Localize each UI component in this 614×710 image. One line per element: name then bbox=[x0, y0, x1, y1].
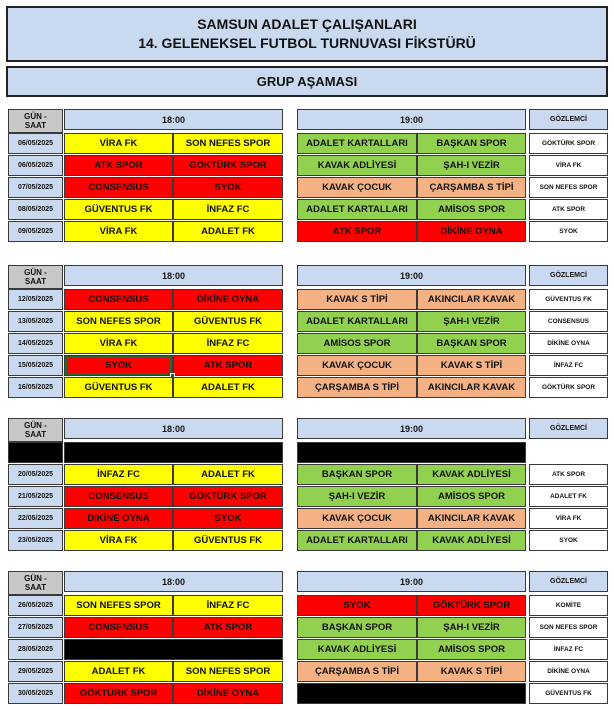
day-time-header bbox=[8, 109, 63, 133]
observer-cell[interactable]: SYOK bbox=[529, 530, 608, 551]
team-away-1900[interactable]: DİKİNE OYNA bbox=[417, 221, 526, 242]
team-home-1900[interactable]: KAVAK ADLİYESİ bbox=[297, 639, 417, 660]
match-date: 13/05/2025 bbox=[8, 311, 63, 332]
team-away-1900[interactable]: AKINCILAR KAVAK bbox=[417, 289, 526, 310]
team-away-1800[interactable]: İNFAZ FC bbox=[173, 595, 283, 616]
title-line-1: SAMSUN ADALET ÇALIŞANLARI bbox=[197, 16, 417, 32]
match-date: 27/05/2025 bbox=[8, 617, 63, 638]
team-away-1800[interactable]: GÖKTÜRK SPOR bbox=[173, 155, 283, 176]
team-home-1900[interactable]: BAŞKAN SPOR bbox=[297, 464, 417, 485]
team-away-1800[interactable]: SYOK bbox=[173, 177, 283, 198]
observer-cell[interactable]: ADALET FK bbox=[529, 486, 608, 507]
slot-1900-header: 19:00 bbox=[297, 109, 526, 130]
day-header-line2: SAAT bbox=[24, 583, 47, 592]
observer-cell[interactable]: SON NEFES SPOR bbox=[529, 617, 608, 638]
team-away-1800[interactable]: DİKİNE OYNA bbox=[173, 683, 283, 704]
day-header-line1: GÜN - bbox=[24, 268, 47, 277]
match-date: 30/05/2025 bbox=[8, 683, 63, 704]
observer-cell[interactable]: CONSENSUS bbox=[529, 311, 608, 332]
team-away-1800[interactable]: GÖKTÜRK SPOR bbox=[173, 486, 283, 507]
match-date: 28/05/2025 bbox=[8, 639, 63, 660]
observer-header: GÖZLEMCİ bbox=[529, 418, 608, 439]
day-header-line1: GÜN - bbox=[24, 112, 47, 121]
team-away-1800[interactable]: SON NEFES SPOR bbox=[173, 661, 283, 682]
team-home-1900[interactable]: KAVAK ÇOCUK bbox=[297, 508, 417, 529]
match-date: 08/05/2025 bbox=[8, 199, 63, 220]
team-home-1800[interactable]: VİRA FK bbox=[64, 333, 173, 354]
team-away-1800[interactable]: İNFAZ FC bbox=[173, 199, 283, 220]
observer-header: GÖZLEMCİ bbox=[529, 571, 608, 592]
observer-cell[interactable]: KOMİTE bbox=[529, 595, 608, 616]
team-away-1900[interactable]: GÖKTÜRK SPOR bbox=[417, 595, 526, 616]
day-time-header bbox=[8, 571, 63, 595]
observer-cell[interactable]: GÖKTÜRK SPOR bbox=[529, 377, 608, 398]
stage-title: GRUP AŞAMASI bbox=[6, 66, 608, 97]
team-away-1900[interactable]: AMİSOS SPOR bbox=[417, 199, 526, 220]
team-home-1900[interactable]: ADALET KARTALLARI bbox=[297, 311, 417, 332]
team-home-1800[interactable]: ADALET FK bbox=[64, 661, 173, 682]
match-date: 15/05/2025 bbox=[8, 355, 63, 376]
blank-slot-1800 bbox=[64, 442, 283, 463]
match-date: 09/05/2025 bbox=[8, 221, 63, 242]
team-home-1900[interactable]: ADALET KARTALLARI bbox=[297, 530, 417, 551]
team-away-1900[interactable]: AMİSOS SPOR bbox=[417, 639, 526, 660]
team-home-1900[interactable]: BAŞKAN SPOR bbox=[297, 617, 417, 638]
slot-1800-header: 18:00 bbox=[64, 109, 283, 130]
observer-cell[interactable]: GÜVENTUS FK bbox=[529, 683, 608, 704]
team-away-1800[interactable]: İNFAZ FC bbox=[173, 333, 283, 354]
team-home-1900[interactable]: AMİSOS SPOR bbox=[297, 333, 417, 354]
team-home-1900[interactable]: ATK SPOR bbox=[297, 221, 417, 242]
observer-header: GÖZLEMCİ bbox=[529, 265, 608, 286]
team-away-1900[interactable]: AMİSOS SPOR bbox=[417, 486, 526, 507]
team-away-1800[interactable]: ADALET FK bbox=[173, 464, 283, 485]
match-date: 23/05/2025 bbox=[8, 530, 63, 551]
team-home-1900[interactable]: KAVAK S TİPİ bbox=[297, 289, 417, 310]
slot-1800-header: 18:00 bbox=[64, 571, 283, 592]
team-home-1800[interactable]: VİRA FK bbox=[64, 221, 173, 242]
blank-day-cell bbox=[8, 442, 63, 463]
observer-cell[interactable]: ATK SPOR bbox=[529, 464, 608, 485]
team-home-1900[interactable]: KAVAK ADLİYESİ bbox=[297, 155, 417, 176]
observer-cell[interactable]: DİKİNE OYNA bbox=[529, 661, 608, 682]
observer-cell[interactable]: DİKİNE OYNA bbox=[529, 333, 608, 354]
match-date: 07/05/2025 bbox=[8, 177, 63, 198]
observer-cell[interactable]: SYOK bbox=[529, 221, 608, 242]
team-away-1900[interactable]: AKINCILAR KAVAK bbox=[417, 508, 526, 529]
match-date: 06/05/2025 bbox=[8, 133, 63, 154]
day-header-line1: GÜN - bbox=[24, 421, 47, 430]
observer-cell[interactable]: ATK SPOR bbox=[529, 199, 608, 220]
match-date: 21/05/2025 bbox=[8, 486, 63, 507]
observer-header: GÖZLEMCİ bbox=[529, 109, 608, 130]
team-home-1800[interactable]: CONSENSUS bbox=[64, 289, 173, 310]
team-away-1800[interactable]: ADALET FK bbox=[173, 221, 283, 242]
team-away-1900[interactable]: ŞAH-I VEZİR bbox=[417, 617, 526, 638]
match-date: 06/05/2025 bbox=[8, 155, 63, 176]
team-away-1900[interactable]: BAŞKAN SPOR bbox=[417, 333, 526, 354]
team-home-1900[interactable]: ADALET KARTALLARI bbox=[297, 199, 417, 220]
match-date: 16/05/2025 bbox=[8, 377, 63, 398]
match-date: 14/05/2025 bbox=[8, 333, 63, 354]
tournament-title bbox=[6, 6, 608, 62]
day-header-line2: SAAT bbox=[24, 430, 47, 439]
day-time-header bbox=[8, 418, 63, 442]
match-date: 22/05/2025 bbox=[8, 508, 63, 529]
match-date: 20/05/2025 bbox=[8, 464, 63, 485]
slot-1900-header: 19:00 bbox=[297, 265, 526, 286]
team-away-1900[interactable]: ÇARŞAMBA S TİPİ bbox=[417, 177, 526, 198]
team-home-1800[interactable]: GÖKTÜRK SPOR bbox=[64, 683, 173, 704]
team-away-1900[interactable]: KAVAK ADLİYESİ bbox=[417, 530, 526, 551]
team-away-1900[interactable]: ŞAH-I VEZİR bbox=[417, 155, 526, 176]
day-header-line2: SAAT bbox=[24, 121, 47, 130]
team-home-1800[interactable]: GÜVENTUS FK bbox=[64, 199, 173, 220]
team-away-1800[interactable]: GÜVENTUS FK bbox=[173, 530, 283, 551]
day-header-line1: GÜN - bbox=[24, 574, 47, 583]
team-home-1800[interactable]: İNFAZ FC bbox=[64, 464, 173, 485]
team-home-1900[interactable]: ŞAH-I VEZİR bbox=[297, 486, 417, 507]
team-away-1900[interactable]: BAŞKAN SPOR bbox=[417, 133, 526, 154]
team-home-1800[interactable]: VİRA FK bbox=[64, 530, 173, 551]
blank-slot-1900 bbox=[297, 683, 526, 704]
observer-cell[interactable]: VİRA FK bbox=[529, 155, 608, 176]
observer-cell[interactable]: İNFAZ FC bbox=[529, 355, 608, 376]
team-away-1900[interactable]: AKINCILAR KAVAK bbox=[417, 377, 526, 398]
team-away-1800[interactable]: ATK SPOR bbox=[173, 617, 283, 638]
slot-1800-header: 18:00 bbox=[64, 418, 283, 439]
team-home-1800[interactable]: VİRA FK bbox=[64, 133, 173, 154]
team-home-1800[interactable]: SON NEFES SPOR bbox=[64, 311, 173, 332]
match-date: 12/05/2025 bbox=[8, 289, 63, 310]
day-header-line2: SAAT bbox=[24, 277, 47, 286]
slot-1900-header: 19:00 bbox=[297, 571, 526, 592]
team-home-1900[interactable]: SYOK bbox=[297, 595, 417, 616]
match-date: 26/05/2025 bbox=[8, 595, 63, 616]
blank-slot-1800 bbox=[64, 639, 283, 660]
slot-1900-header: 19:00 bbox=[297, 418, 526, 439]
team-away-1800[interactable]: SYOK bbox=[173, 508, 283, 529]
team-away-1900[interactable]: ŞAH-I VEZİR bbox=[417, 311, 526, 332]
team-away-1800[interactable]: ADALET FK bbox=[173, 377, 283, 398]
team-home-1800[interactable]: SYOK bbox=[64, 355, 173, 376]
team-away-1900[interactable]: KAVAK S TİPİ bbox=[417, 355, 526, 376]
team-home-1900[interactable]: ÇARŞAMBA S TİPİ bbox=[297, 661, 417, 682]
team-home-1900[interactable]: KAVAK ÇOCUK bbox=[297, 355, 417, 376]
title-line-2: 14. GELENEKSEL FUTBOL TURNUVASI FİKSTÜRÜ bbox=[138, 35, 476, 51]
team-home-1800[interactable]: SON NEFES SPOR bbox=[64, 595, 173, 616]
match-date: 29/05/2025 bbox=[8, 661, 63, 682]
team-away-1900[interactable]: KAVAK S TİPİ bbox=[417, 661, 526, 682]
team-away-1800[interactable]: GÜVENTUS FK bbox=[173, 311, 283, 332]
team-home-1800[interactable]: CONSENSUS bbox=[64, 177, 173, 198]
observer-cell[interactable]: GÜVENTUS FK bbox=[529, 289, 608, 310]
observer-cell[interactable]: GÖKTÜRK SPOR bbox=[529, 133, 608, 154]
observer-cell[interactable]: VİRA FK bbox=[529, 508, 608, 529]
observer-cell[interactable]: İNFAZ FC bbox=[529, 639, 608, 660]
team-home-1800[interactable]: GÜVENTUS FK bbox=[64, 377, 173, 398]
team-home-1900[interactable]: ÇARŞAMBA S TİPİ bbox=[297, 377, 417, 398]
team-away-1800[interactable]: ATK SPOR bbox=[173, 355, 283, 376]
team-home-1900[interactable]: ADALET KARTALLARI bbox=[297, 133, 417, 154]
team-away-1800[interactable]: DİKİNE OYNA bbox=[173, 289, 283, 310]
team-away-1900[interactable]: KAVAK ADLİYESİ bbox=[417, 464, 526, 485]
team-home-1900[interactable]: KAVAK ÇOCUK bbox=[297, 177, 417, 198]
observer-cell[interactable]: SON NEFES SPOR bbox=[529, 177, 608, 198]
team-home-1800[interactable]: ATK SPOR bbox=[64, 155, 173, 176]
team-away-1800[interactable]: SON NEFES SPOR bbox=[173, 133, 283, 154]
team-home-1800[interactable]: CONSENSUS bbox=[64, 617, 173, 638]
team-home-1800[interactable]: DİKİNE OYNA bbox=[64, 508, 173, 529]
day-time-header bbox=[8, 265, 63, 289]
blank-slot-1900 bbox=[297, 442, 526, 463]
slot-1800-header: 18:00 bbox=[64, 265, 283, 286]
team-home-1800[interactable]: CONSENSUS bbox=[64, 486, 173, 507]
